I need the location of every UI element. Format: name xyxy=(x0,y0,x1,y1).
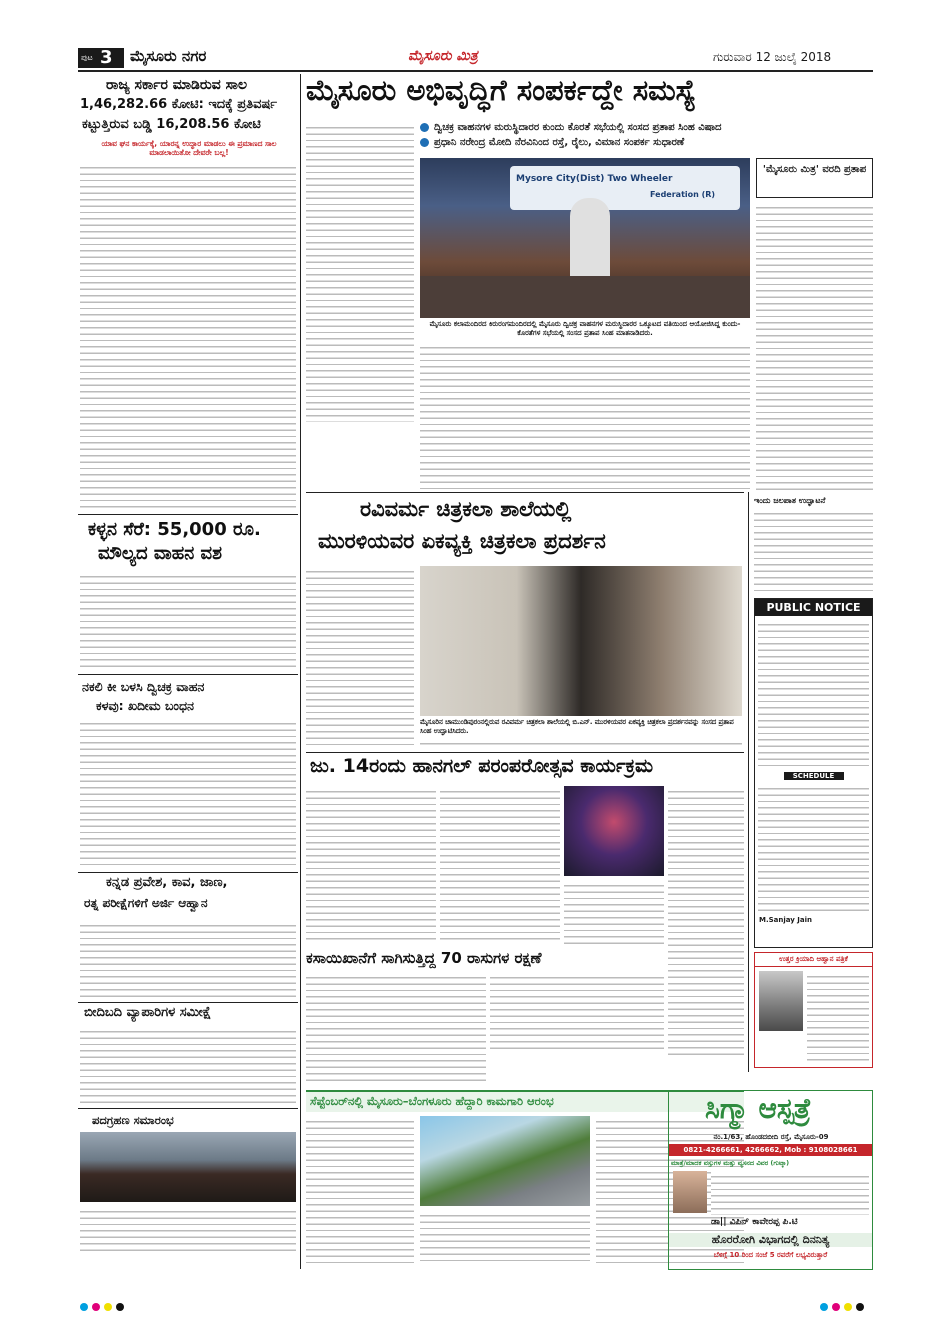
sigma-address: ನಂ.1/63, ಹೊಂಡದಬೀದಿ ರಸ್ತೆ, ಮೈಸೂರು-09 xyxy=(713,1133,829,1141)
bullet-1: ದ್ವಿಚಕ್ರ ವಾಹನಗಳ ಮರುಸ್ಥಿದಾರರ ಕುಂದು ಕೊರತೆ ಸಭೆಯಲ್ಲಿ ಸಂಸದ ಪ್ರತಾಪ ಸಿಂಹ ವಿಷಾದ xyxy=(420,122,870,137)
sigma-phones: 0821-4266661, 4266662, Mob : 9108028661 xyxy=(669,1144,872,1156)
divider xyxy=(306,492,744,493)
schedule-body xyxy=(758,783,869,913)
bullet-icon xyxy=(420,138,429,147)
left-column xyxy=(78,74,298,1269)
water-title: ಇಂದು ಜಲಪಾತ ಉದ್ಘಾಟನೆ xyxy=(754,496,826,505)
schedule-title: SCHEDULE xyxy=(784,772,844,780)
sigma-timing: ಬೆಳಿಗ್ಗೆ 10 ರಿಂದ ಸಂಜೆ 5 ರವರೆಗೆ ಲಭ್ಯವಿರುತ್ತಾರೆ xyxy=(713,1251,828,1259)
bullet-2: ಪ್ರಧಾನಿ ನರೇಂದ್ರ ಮೋದಿ ನೆರವಿನಿಂದ ರಸ್ತೆ, ರೈಲು, ವಿಮಾನ ಸಂಪರ್ಕ ಸುಧಾರಣೆ xyxy=(420,137,870,152)
highway-body-1 xyxy=(306,1116,414,1266)
tribute-box xyxy=(754,952,873,1068)
banner-text-2: Federation (R) xyxy=(650,190,716,199)
doctor-name: ಡಾ|| ವಿಪಿನ್ ಕಾವೇರಪ್ಪ ಪಿ.ಟಿ xyxy=(711,1217,798,1227)
divider xyxy=(78,514,298,515)
ravivarma-caption: ಮೈಸೂರಿನ ಚಾಮುಂಡಿಪುರಂನಲ್ಲಿರುವ ರವಿವರ್ಮ ಚಿತ್ರಕಲಾ ಶಾಲೆಯಲ್ಲಿ ಬಿ.ಎನ್. ಮುರಳಿಯವರ ಏಕವ್ಯಕ್ತಿ ಚಿತ್ರಕಲಾ ಪ್ರದರ್ಶನವನ್ನು ಸಂಸದ ಪ್ರತಾಪ ಸಿಂಹ ಉದ್ಘಾಟಿಸಿದರು. xyxy=(420,718,734,735)
story2-headline: ಕಳ್ಳನ ಸೆರೆ: 55,000 ರೂ. xyxy=(88,519,261,540)
highway-body-2 xyxy=(420,1210,590,1266)
ravivarma-body-left xyxy=(306,566,414,746)
story4-body xyxy=(80,920,296,1000)
page-label: ಪುಟ xyxy=(81,53,93,62)
story1-subhead: ಯಾವ ಘನ ಕಾರ್ಯಕ್ಕೆ, ಯಾರನ್ನ ಉದ್ಧಾರ ಮಾಡಲು ಈ ಪ್ರಮಾಣದ ಸಾಲ ಮಾಡಲಾಯಿತೋ ದೇವರೇ ಬಲ್ಲ! xyxy=(101,139,277,157)
issue-date: ಗುರುವಾರ 12 ಜುಲೈ 2018 xyxy=(713,50,832,64)
highway-photo xyxy=(420,1116,590,1206)
story6-body xyxy=(80,1206,296,1254)
sigma-title: ಸಿಗ್ಮಾ ಆಸ್ಪತ್ರೆ xyxy=(705,1092,812,1125)
divider xyxy=(78,674,298,675)
divider xyxy=(78,1108,298,1109)
column-rule xyxy=(300,74,301,1269)
hanagal-body-4 xyxy=(668,786,744,1056)
divider xyxy=(306,752,744,753)
story1-headline-2: 1,46,282.66 ಕೋಟಿ: ಇದಕ್ಕೆ ಪ್ರತಿವರ್ಷ xyxy=(80,97,278,112)
registration-marks-right xyxy=(820,1296,868,1315)
ravivarma-headline: ರವಿವರ್ಮ ಚಿತ್ರಕಲಾ ಶಾಲೆಯಲ್ಲಿ xyxy=(360,497,572,521)
story4-headline-2: ರತ್ನ ಪರೀಕ್ಷೆಗಳಿಗೆ ಅರ್ಜಿ ಆಹ್ವಾನ xyxy=(84,896,208,910)
paper-name: ಮೈಸೂರು ಮಿತ್ರ xyxy=(408,48,478,64)
sigma-body xyxy=(711,1171,869,1215)
story2-headline-2: ಮೌಲ್ಯದ ವಾಹನ ವಶ xyxy=(98,543,222,564)
story4-headline: ಕನ್ನಡ ಪ್ರವೇಶ, ಕಾವ, ಜಾಣ, xyxy=(106,875,228,890)
byline-box xyxy=(756,158,873,198)
cattle-headline: ಕಸಾಯಿಖಾನೆಗೆ ಸಾಗಿಸುತ್ತಿದ್ದ 70 ರಾಸುಗಳ ರಕ್ಷಣೆ xyxy=(306,949,542,967)
main-story-col-right xyxy=(756,202,873,490)
highway-headline: ಸೆಪ್ಟೆಂಬರ್‌ನಲ್ಲಿ ಮೈಸೂರು–ಬೆಂಗಳೂರು ಹೆದ್ದಾರಿ ಕಾಮಗಾರಿ ಆರಂಭ xyxy=(310,1094,554,1108)
notice-body xyxy=(758,619,869,769)
section-title: ಮೈಸೂರು ನಗರ xyxy=(130,47,207,65)
water-body xyxy=(754,508,873,594)
hanagal-body-3 xyxy=(564,880,664,944)
tribute-body xyxy=(807,971,869,1061)
sigma-footer: ಹೊರರೋಗಿ ವಿಭಾಗದಲ್ಲಿ ದಿನನಿತ್ಯ xyxy=(669,1233,872,1247)
divider xyxy=(78,1002,298,1003)
notice-title: PUBLIC NOTICE xyxy=(755,599,872,616)
sigma-ad xyxy=(668,1090,873,1270)
table xyxy=(420,276,750,318)
story6-headline: ಪದಗ್ರಹಣ ಸಮಾರಂಭ xyxy=(92,1113,174,1127)
byline: 'ಮೈಸೂರು ಮಿತ್ರ' ವರದಿ ಪ್ರತಾಪ xyxy=(762,164,867,175)
banner-text: Mysore City(Dist) Two Wheeler xyxy=(516,174,673,184)
main-bullets xyxy=(420,122,870,152)
page-number-badge xyxy=(78,48,124,68)
public-notice xyxy=(754,598,873,948)
masthead-rule xyxy=(78,70,873,72)
photo-banner xyxy=(510,166,740,210)
bullet-icon xyxy=(420,123,429,132)
main-headline: ಮೈಸೂರು ಅಭಿವೃದ್ಧಿಗೆ ಸಂಪರ್ಕದ್ದೇ ಸಮಸ್ಯೆ xyxy=(306,73,697,107)
cattle-body-1 xyxy=(306,972,486,1082)
sigma-subtitle: ಮಾತ್ರೆ/ಮಾದಕ ವಸ್ತುಗಳ ಮತ್ತು ವ್ಯಸನದ ವಿವರ (ಗುಟ್ಕಾ) xyxy=(671,1159,790,1167)
column-rule xyxy=(748,492,749,1072)
portrait xyxy=(759,971,803,1031)
hanagal-headline: ಜು. 14ರಂದು ಹಾನಗಲ್ ಪರಂಪರೋತ್ಸವ ಕಾರ್ಯಕ್ರಮ xyxy=(310,755,654,777)
story3-body xyxy=(80,718,296,868)
story5-body xyxy=(80,1026,296,1106)
ravivarma-headline-2: ಮುರಳಿಯವರ ಏಕವ್ಯಕ್ತಿ ಚಿತ್ರಕಲಾ ಪ್ರದರ್ಶನ xyxy=(318,529,606,553)
ravivarma-body-right xyxy=(420,738,742,748)
story3-headline-2: ಕಳವು: ಖದೀಮ ಬಂಧನ xyxy=(96,698,194,713)
tribute-title: ಉತ್ತರ ಕ್ರಿಯಾದಿ ಆಹ್ವಾನ ಪತ್ರಿಕೆ xyxy=(755,953,872,967)
main-story-col-left xyxy=(306,122,414,422)
group-photo xyxy=(80,1132,296,1202)
story1-headline-3: ಕಟ್ಟುತ್ತಿರುವ ಬಡ್ಡಿ 16,208.56 ಕೋಟಿ xyxy=(82,117,261,132)
story2-body xyxy=(80,571,296,671)
page-number: 3 xyxy=(100,47,113,68)
singer-photo xyxy=(564,786,664,876)
story1-body xyxy=(80,162,296,510)
advocate-name: M.Sanjay Jain xyxy=(759,916,812,924)
hanagal-body-2 xyxy=(440,786,560,944)
main-story-body xyxy=(420,342,750,490)
ravivarma-photo xyxy=(420,566,742,716)
main-photo-caption: ಮೈಸೂರು ಕಲಾಮಂದಿರದ ಕಿರುರಂಗಮಂದಿರದಲ್ಲಿ ಮೈಸೂರು ದ್ವಿಚಕ್ರ ವಾಹನಗಳ ಮರುಸ್ಥಿದಾರರ ಒಕ್ಕೂಟದ ವತಿಯಿಂದ ಆಯೋಜಿಸಿದ್ದ ಕುಂದು-ಕೊರತೆಗಳ ಸಭೆಯಲ್ಲಿ ಸಂಸದ ಪ್ರತಾಪ ಸಿಂಹ ಮಾತನಾಡಿದರು. xyxy=(429,320,741,337)
masthead xyxy=(78,48,873,70)
doctor-photo xyxy=(673,1171,707,1213)
hanagal-body-1 xyxy=(306,786,436,944)
registration-marks-left xyxy=(80,1296,128,1315)
story1-headline: ರಾಜ್ಯ ಸರ್ಕಾರ ಮಾಡಿರುವ ಸಾಲ xyxy=(106,77,248,93)
story3-headline: ನಕಲಿ ಕೀ ಬಳಸಿ ದ್ವಿಚಕ್ರ ವಾಹನ xyxy=(82,679,205,694)
story5-headline: ಬೀದಿಬದಿ ವ್ಯಾಪಾರಿಗಳ ಸಮೀಕ್ಷೆ xyxy=(84,1005,212,1020)
main-photo xyxy=(420,158,750,318)
divider xyxy=(78,872,298,873)
cattle-body-2 xyxy=(490,972,664,1052)
